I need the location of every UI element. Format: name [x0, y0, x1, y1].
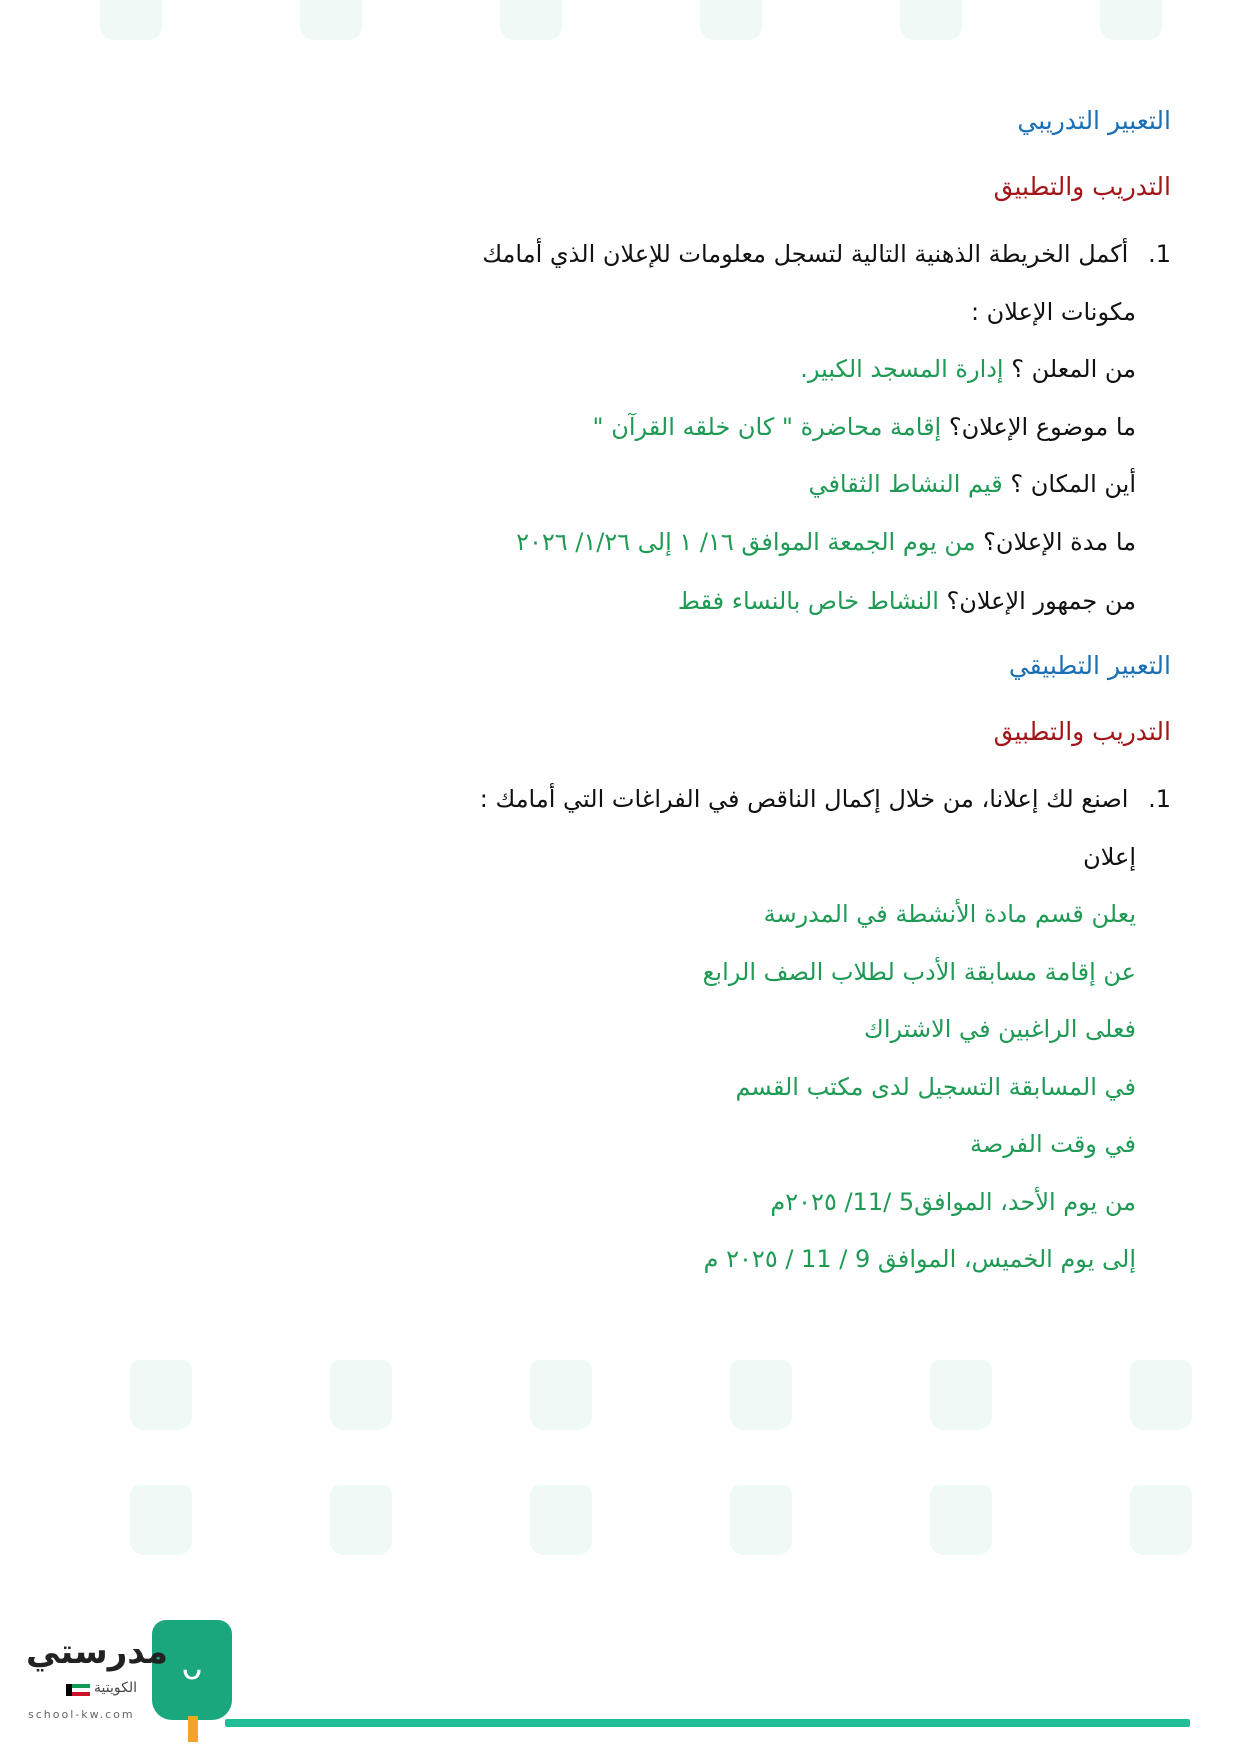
question-text: اصنع لك إعلانا، من خلال إكمال الناقص في الفراغات التي أمامك : [479, 785, 1129, 813]
watermark-logo-icon [200, 0, 380, 60]
section-heading-training-expression: التعبير التدريبي [1017, 106, 1171, 135]
kuwait-flag-icon [66, 1684, 90, 1696]
answer-row-question: ما موضوع الإعلان؟ [941, 413, 1136, 441]
logo-subtitle: الكويتية [94, 1680, 137, 1696]
ad-line: فعلى الراغبين في الاشتراك [864, 1015, 1136, 1043]
answer-row-advertiser [800, 352, 1136, 386]
ad-line: في وقت الفرصة [970, 1130, 1136, 1158]
question-number: 1. [1148, 785, 1171, 813]
question-2 [480, 782, 1171, 816]
ad-line: إلى يوم الخميس، الموافق 9 / 11 / ٢٠٢٥ م [703, 1245, 1136, 1273]
answer-row-question: من المعلن ؟ [1003, 355, 1136, 383]
footer-divider [225, 1719, 1190, 1727]
watermark-logo-icon [830, 1360, 1010, 1450]
watermark-logo-icon [230, 1360, 410, 1450]
watermark-logo-icon [0, 0, 180, 60]
watermark-logo-icon [230, 1485, 410, 1575]
ad-line: من يوم الأحد، الموافق5 /11/ ٢٠٢٥م [770, 1188, 1136, 1216]
watermark-logo-icon [630, 1485, 810, 1575]
answer-row-question: ما مدة الإعلان؟ [975, 528, 1136, 556]
watermark-logo-icon [400, 0, 580, 60]
question-number: 1. [1148, 240, 1171, 268]
answer-row-answer: قيم النشاط الثقافي [808, 470, 1003, 498]
section-heading-applied-expression: التعبير التطبيقي [1008, 651, 1171, 680]
site-logo[interactable] [22, 1620, 217, 1750]
ad-line: في المسابقة التسجيل لدى مكتب القسم [735, 1073, 1136, 1101]
watermark-logo-icon [30, 1360, 210, 1450]
section-subheading: التدريب والتطبيق [993, 717, 1171, 746]
ad-title: إعلان [1083, 843, 1136, 871]
watermark-logo-icon [30, 1485, 210, 1575]
answer-row-answer: النشاط خاص بالنساء فقط [677, 587, 939, 615]
question-text: أكمل الخريطة الذهنية التالية لتسجل معلومات للإعلان الذي أمامك [482, 240, 1129, 268]
smile-icon: ᴗ [181, 1648, 203, 1688]
watermark-logo-icon [800, 0, 980, 60]
answer-row-answer: إقامة محاضرة " كان خلقه القرآن " [592, 413, 942, 441]
answer-row-answer: إدارة المسجد الكبير. [800, 355, 1004, 383]
watermark-logo-icon [630, 1360, 810, 1450]
logo-name: مدرستي [26, 1632, 168, 1672]
watermark-logo-icon [1030, 1360, 1210, 1450]
watermark-logo-icon [600, 0, 780, 60]
question-1 [482, 237, 1171, 271]
watermark-logo-icon [1000, 0, 1180, 60]
answer-row-topic [593, 410, 1136, 444]
answer-row-question: أين المكان ؟ [1002, 470, 1136, 498]
watermark-logo-icon [430, 1360, 610, 1450]
answer-row-place [808, 467, 1136, 501]
watermark-logo-icon [430, 1485, 610, 1575]
answer-row-audience [678, 584, 1136, 618]
ad-line: عن إقامة مسابقة الأدب لطلاب الصف الرابع [702, 958, 1136, 986]
answer-row-duration [516, 525, 1136, 559]
watermark-logo-icon [1030, 1485, 1210, 1575]
answer-row-answer: من يوم الجمعة الموافق ١٦/ ١ إلى ١/٢٦/ ٢٠٢٦ [516, 528, 976, 556]
logo-url: school-kw.com [28, 1708, 135, 1721]
components-label: مكونات الإعلان : [970, 298, 1136, 326]
watermark-logo-icon [830, 1485, 1010, 1575]
ad-line: يعلن قسم مادة الأنشطة في المدرسة [763, 900, 1136, 928]
section-subheading: التدريب والتطبيق [993, 172, 1171, 201]
answer-row-question: من جمهور الإعلان؟ [938, 587, 1136, 615]
